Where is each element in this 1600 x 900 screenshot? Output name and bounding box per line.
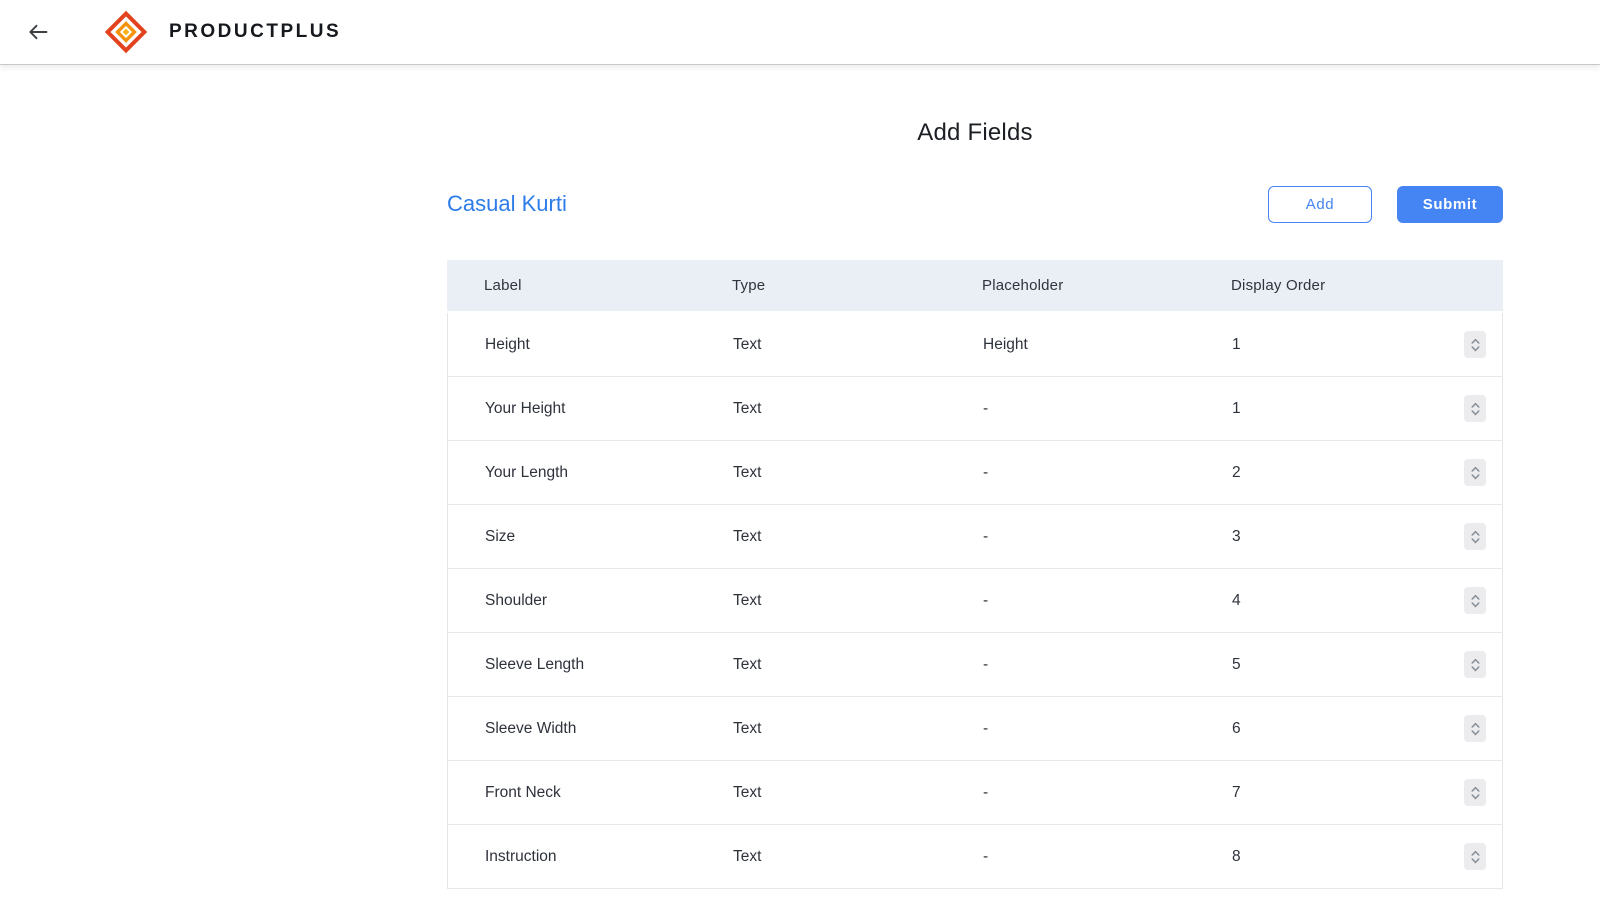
display-order-stepper[interactable] bbox=[1464, 779, 1486, 806]
cell-stepper bbox=[1448, 715, 1502, 742]
display-order-stepper[interactable] bbox=[1464, 843, 1486, 870]
brand-name-primary: PRODUCT bbox=[169, 21, 281, 42]
cell-stepper bbox=[1448, 395, 1502, 422]
cell-stepper bbox=[1448, 587, 1502, 614]
page-title: Add Fields bbox=[917, 119, 1033, 146]
cell-placeholder: Height bbox=[983, 335, 1028, 353]
product-name-link[interactable]: Casual Kurti bbox=[447, 191, 567, 216]
cell-display-order: 1 bbox=[1232, 399, 1241, 417]
table-row bbox=[448, 441, 1502, 505]
display-order-stepper[interactable] bbox=[1464, 651, 1486, 678]
brand-name-secondary: PLUS bbox=[280, 21, 342, 42]
up-down-chevron-icon bbox=[1470, 657, 1481, 673]
table-header-row bbox=[447, 260, 1503, 311]
cell-stepper bbox=[1448, 779, 1502, 806]
cell-display-order: 2 bbox=[1232, 463, 1241, 481]
cell-stepper bbox=[1448, 459, 1502, 486]
cell-placeholder: - bbox=[983, 527, 989, 545]
column-header-display-order: Display Order bbox=[1231, 277, 1326, 294]
cell-type: Text bbox=[733, 783, 762, 801]
cell-type: Text bbox=[733, 399, 762, 417]
action-buttons bbox=[1268, 186, 1503, 223]
fields-table bbox=[447, 260, 1503, 889]
back-arrow-icon[interactable] bbox=[25, 19, 51, 45]
cell-display-order: 7 bbox=[1232, 783, 1241, 801]
column-header-type: Type bbox=[732, 277, 766, 294]
cell-label: Size bbox=[485, 527, 516, 545]
table-row bbox=[448, 825, 1502, 889]
cell-label: Shoulder bbox=[485, 591, 548, 609]
field-table-body bbox=[447, 313, 1503, 889]
table-row bbox=[448, 505, 1502, 569]
cell-type: Text bbox=[733, 655, 762, 673]
cell-stepper bbox=[1448, 651, 1502, 678]
logo-diamond-icon bbox=[103, 9, 149, 55]
table-row bbox=[448, 377, 1502, 441]
table-row bbox=[448, 633, 1502, 697]
cell-stepper bbox=[1448, 523, 1502, 550]
cell-display-order: 1 bbox=[1232, 335, 1241, 353]
cell-label: Your Height bbox=[485, 399, 566, 417]
add-button[interactable]: Add bbox=[1268, 186, 1372, 223]
cell-type: Text bbox=[733, 527, 762, 545]
up-down-chevron-icon bbox=[1470, 337, 1481, 353]
column-header-placeholder: Placeholder bbox=[982, 277, 1064, 294]
display-order-stepper[interactable] bbox=[1464, 459, 1486, 486]
cell-placeholder: - bbox=[983, 847, 989, 865]
up-down-chevron-icon bbox=[1470, 529, 1481, 545]
display-order-stepper[interactable] bbox=[1464, 331, 1486, 358]
cell-type: Text bbox=[733, 335, 762, 353]
up-down-chevron-icon bbox=[1470, 465, 1481, 481]
brand-name bbox=[169, 21, 341, 43]
cell-placeholder: - bbox=[983, 399, 989, 417]
submit-button[interactable]: Submit bbox=[1397, 186, 1503, 223]
table-row bbox=[448, 697, 1502, 761]
up-down-chevron-icon bbox=[1470, 849, 1481, 865]
cell-type: Text bbox=[733, 847, 762, 865]
cell-label: Front Neck bbox=[485, 783, 561, 801]
table-row bbox=[448, 761, 1502, 825]
display-order-stepper[interactable] bbox=[1464, 715, 1486, 742]
cell-label: Your Length bbox=[485, 463, 569, 481]
productplus-logo[interactable] bbox=[103, 9, 341, 55]
cell-placeholder: - bbox=[983, 783, 989, 801]
top-navigation-bar bbox=[0, 0, 1600, 64]
display-order-stepper[interactable] bbox=[1464, 523, 1486, 550]
cell-display-order: 4 bbox=[1232, 591, 1241, 609]
up-down-chevron-icon bbox=[1470, 593, 1481, 609]
cell-stepper bbox=[1448, 843, 1502, 870]
display-order-stepper[interactable] bbox=[1464, 395, 1486, 422]
cell-type: Text bbox=[733, 591, 762, 609]
display-order-stepper[interactable] bbox=[1464, 587, 1486, 614]
subheader-row bbox=[447, 185, 1503, 223]
cell-placeholder: - bbox=[983, 655, 989, 673]
cell-placeholder: - bbox=[983, 719, 989, 737]
cell-label: Height bbox=[485, 335, 530, 353]
cell-placeholder: - bbox=[983, 463, 989, 481]
cell-stepper bbox=[1448, 331, 1502, 358]
table-row bbox=[448, 569, 1502, 633]
cell-display-order: 8 bbox=[1232, 847, 1241, 865]
up-down-chevron-icon bbox=[1470, 785, 1481, 801]
cell-label: Sleeve Width bbox=[485, 719, 577, 737]
up-down-chevron-icon bbox=[1470, 721, 1481, 737]
cell-type: Text bbox=[733, 463, 762, 481]
main-content bbox=[447, 119, 1503, 889]
table-row bbox=[448, 313, 1502, 377]
cell-placeholder: - bbox=[983, 591, 989, 609]
cell-display-order: 3 bbox=[1232, 527, 1241, 545]
cell-label: Sleeve Length bbox=[485, 655, 585, 673]
column-header-label: Label bbox=[484, 277, 522, 294]
cell-label: Instruction bbox=[485, 847, 557, 865]
cell-display-order: 6 bbox=[1232, 719, 1241, 737]
cell-type: Text bbox=[733, 719, 762, 737]
cell-display-order: 5 bbox=[1232, 655, 1241, 673]
up-down-chevron-icon bbox=[1470, 401, 1481, 417]
